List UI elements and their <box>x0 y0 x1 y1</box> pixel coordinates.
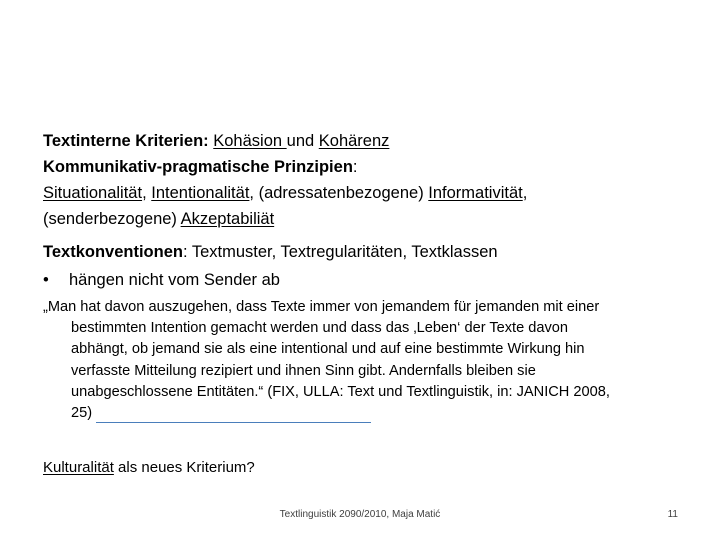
separator-1: , <box>142 184 152 202</box>
bullet-text: hängen nicht vom Sender ab <box>69 271 280 289</box>
textkonventionen-line <box>43 241 498 263</box>
cohesion-coherence-line <box>43 130 389 152</box>
intentionalitaet-term: Intentionalität <box>151 184 250 202</box>
quote-line: abhängt, ob jemand sie als eine intentional und auf eine bestimmte Wirkung hin <box>71 341 585 358</box>
textinterne-kriterien-label: Textinterne Kriterien: <box>43 132 209 150</box>
textkonventionen-list: : Textmuster, Textregularitäten, Textklassen <box>182 243 498 261</box>
bullet-icon: • <box>43 271 49 289</box>
senderbezogene-text: (senderbezogene) <box>43 210 181 228</box>
kohaesion-term: Kohäsion <box>213 132 287 150</box>
quote-line: bestimmten Intention gemacht werden und dass das ‚Leben‘ der Texte davon <box>71 320 569 337</box>
quote-line: verfasste Mitteilung rezipiert und ihnen Sinn gibt. Andernfalls bleiben sie <box>71 362 536 379</box>
quote-line: „Man hat davon auszugehen, dass Texte immer von jemandem für jemanden mit einer <box>43 299 600 315</box>
kulturalitaet-term: Kulturalität <box>43 459 114 476</box>
akzeptabilitaet-line <box>43 208 274 230</box>
akzeptabilitaet-term: Akzeptabiliät <box>180 210 275 228</box>
principles-label: Kommunikativ-pragmatische Prinzipien <box>43 158 353 176</box>
adressatenbezogene-text: , (adressatenbezogene) <box>249 184 429 202</box>
line3-end: , <box>522 184 528 202</box>
quote-block <box>43 297 683 424</box>
textkonventionen-label: Textkonventionen <box>43 243 183 261</box>
page-number: 11 <box>667 509 678 520</box>
situationalitaet-term: Situationalität <box>43 184 143 202</box>
footer-text: Textlinguistik 2090/2010, Maja Matić <box>279 509 441 520</box>
quote-line: unabgeschlossene Entitäten.“ (FIX, ULLA: Text und Textlinguistik, in: JANICH 2008, <box>71 383 610 400</box>
principles-list-line <box>43 182 527 204</box>
informativitaet-term: Informativität <box>428 184 523 202</box>
und-connector: und <box>286 132 315 150</box>
principles-heading-line <box>43 156 358 178</box>
bullet-item <box>43 269 280 291</box>
blue-rule <box>96 422 371 423</box>
kulturalitaet-question: als neues Kriterium? <box>113 459 255 476</box>
quote-line: 25) <box>71 405 93 422</box>
kohaerenz-term: Kohärenz <box>318 132 390 150</box>
principles-colon: : <box>352 158 358 176</box>
kulturalitaet-line <box>43 457 255 479</box>
